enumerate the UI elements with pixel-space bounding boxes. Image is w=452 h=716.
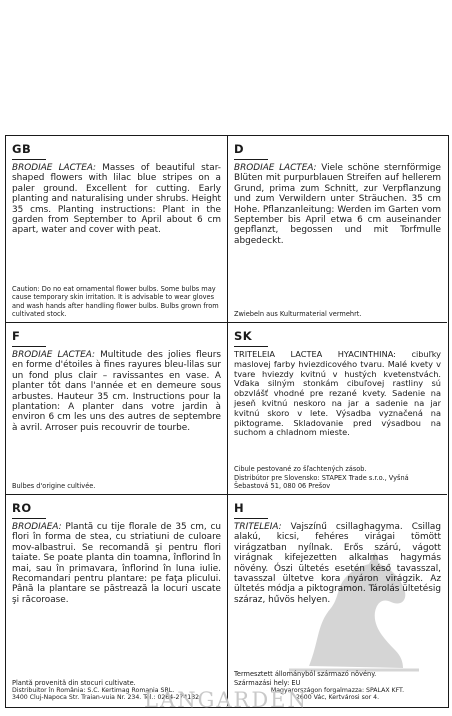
species-name-f: BRODIAE LACTEA: bbox=[12, 350, 95, 360]
description-text-ro: Plantă cu tije florale de 35 cm, cu flori în forma de stea, cu striatiuni de culoare mov-albastrui. Se recomandă şi pentru flori taiate. Se poate planta din toamna, înflorind în mai, sau în primavara, înflorind în luna iulie. Recomandari pentru plantare: pe faţa plicului. Până la plantare se păstrează la locuri uscate şi răcoroase. bbox=[12, 522, 221, 605]
origin-note-h-line1: Termesztett állományból származó növény. bbox=[234, 670, 377, 679]
section-sk bbox=[228, 323, 447, 495]
species-name-ro: BRODIAEA: bbox=[12, 522, 62, 532]
species-name-sk: TRITELEIA LACTEA HYACINTHINA: bbox=[234, 349, 396, 359]
horse-watermark-icon bbox=[279, 546, 429, 676]
description-text-gb: Masses of beautiful star-shaped flowers with lilac blue stripes on a paler ground. Excellent for cutting. Early planting and naturalising under shrubs. Height 35 cms. Planting instructions: Plant in the garden from September to April about 6 cm apart, water and cover with peat. bbox=[12, 163, 221, 236]
section-f bbox=[6, 323, 228, 495]
distributor-h-line2: 2600 Vác, Kertvárosi sor 4. bbox=[295, 694, 380, 702]
brand-wordmark: LANGARDEN bbox=[144, 688, 308, 712]
origin-note-ro: Plantă provenită din stocuri cultivate. bbox=[12, 678, 136, 687]
species-name-d: BRODIAE LACTEA: bbox=[234, 163, 317, 173]
language-code-ro: RO bbox=[12, 501, 46, 519]
language-code-sk: SK bbox=[234, 329, 268, 347]
description-text-h: Vajszínű csillaghagyma. Csillag alakú, kicsi, fehéres virágai tömött virágzatban nyílnak. Erős szárú, vágott virágnak kifejezetten alkalmas hagymás növény. Ószi ültetés esetén késő tavasszal, tavasszal ültetve kora nyáron virágzik. Az ültetés módja a piktogramon. Tárolás ültetésig száraz, hűvös helyen. bbox=[234, 522, 441, 605]
description-ro bbox=[12, 522, 221, 605]
description-sk bbox=[234, 350, 441, 438]
caution-note-gb: Caution: Do no eat ornamental flower bulbs. Some bulbs may cause temporary skin irritation. It is advisable to wear gloves and wash hands after handling flower bulbs. Bulbs grown from cultivated stock. bbox=[12, 285, 219, 318]
section-h bbox=[228, 495, 447, 706]
section-d bbox=[228, 136, 447, 323]
language-code-d: D bbox=[234, 142, 268, 160]
section-gb bbox=[6, 136, 228, 323]
description-f bbox=[12, 350, 221, 433]
language-code-h: H bbox=[234, 501, 268, 519]
origin-note-d: Zwiebeln aus Kulturmaterial vermehrt. bbox=[234, 309, 362, 318]
section-ro bbox=[6, 495, 228, 706]
origin-note-sk: Cibule pestované zo šľachtených zásob. bbox=[234, 465, 367, 474]
distributor-ro-line2: 3400 Cluj-Napoca Str. Traian-vuia Nr. 234. Tel.: 0264-274132 bbox=[12, 694, 200, 702]
species-name-h: TRITELEIA: bbox=[234, 522, 282, 532]
language-code-gb: GB bbox=[12, 142, 46, 160]
instruction-grid bbox=[5, 135, 449, 708]
distributor-ro-line1: Distribuitor în România: S.C. Kertimag Romania SRL. bbox=[12, 686, 175, 694]
species-name-gb: BRODIAE LACTEA: bbox=[12, 163, 97, 173]
distributor-h-line1: Magyarországon forgalmazza: SPALAX KFT. bbox=[270, 686, 405, 694]
description-text-sk: cibuľky maslovej farby hviezdicového tvaru. Malé kvety v tvare hviezdy kvitnú v hustých kvetenstvách. Vďaka silným stonkám cibuľovej rastliny sú obzvlášť vhodné pre rezané kvety. Sadenie na jeseň kvitnú neskoro na jar a sadenie na jar kvitnú skoro v lete. Výsadba vyznačená na piktograme. Skladovanie pred výsadbou na suchom a chladnom mieste. bbox=[234, 349, 441, 438]
language-code-f: F bbox=[12, 329, 46, 347]
description-gb bbox=[12, 163, 221, 236]
origin-note-h-line2: Származási hely: EU bbox=[234, 678, 301, 687]
origin-note-f: Bulbes d'origine cultivée. bbox=[12, 481, 96, 490]
distributor-sk: Distribútor pre Slovensko: STAPEX Trade s.r.o., Vyšná Šebastová 51, 080 06 Prešov bbox=[234, 473, 409, 490]
description-text-f: Multitude des jolies fleurs en forme d'étoiles à fines rayures bleu-lilas sur un fond plus clair – ravissantes en vase. A planter tôt dans l'année et en demeure sous arbustes. Hauteur 35 cm. Instructions pour la plantation: A planter dans votre jardin à environ 6 cm les uns des autres de septembre à avril. Arroser puis recouvrir de tourbe. bbox=[12, 350, 221, 433]
description-text-d: Viele schöne sternförmige Blüten mit purpurblauen Streifen auf hellerem Grund, prima zum Schnitt, zur Verpflanzung und zum Verwildern unter Sträuchen. 35 cm Hohe. Pflanzanleitung: Werden im Garten vom September bis April etwa 6 cm auseinander gepflanzt, begossen und mit Torfmulle abgedeckt. bbox=[234, 163, 441, 246]
description-d bbox=[234, 163, 441, 246]
